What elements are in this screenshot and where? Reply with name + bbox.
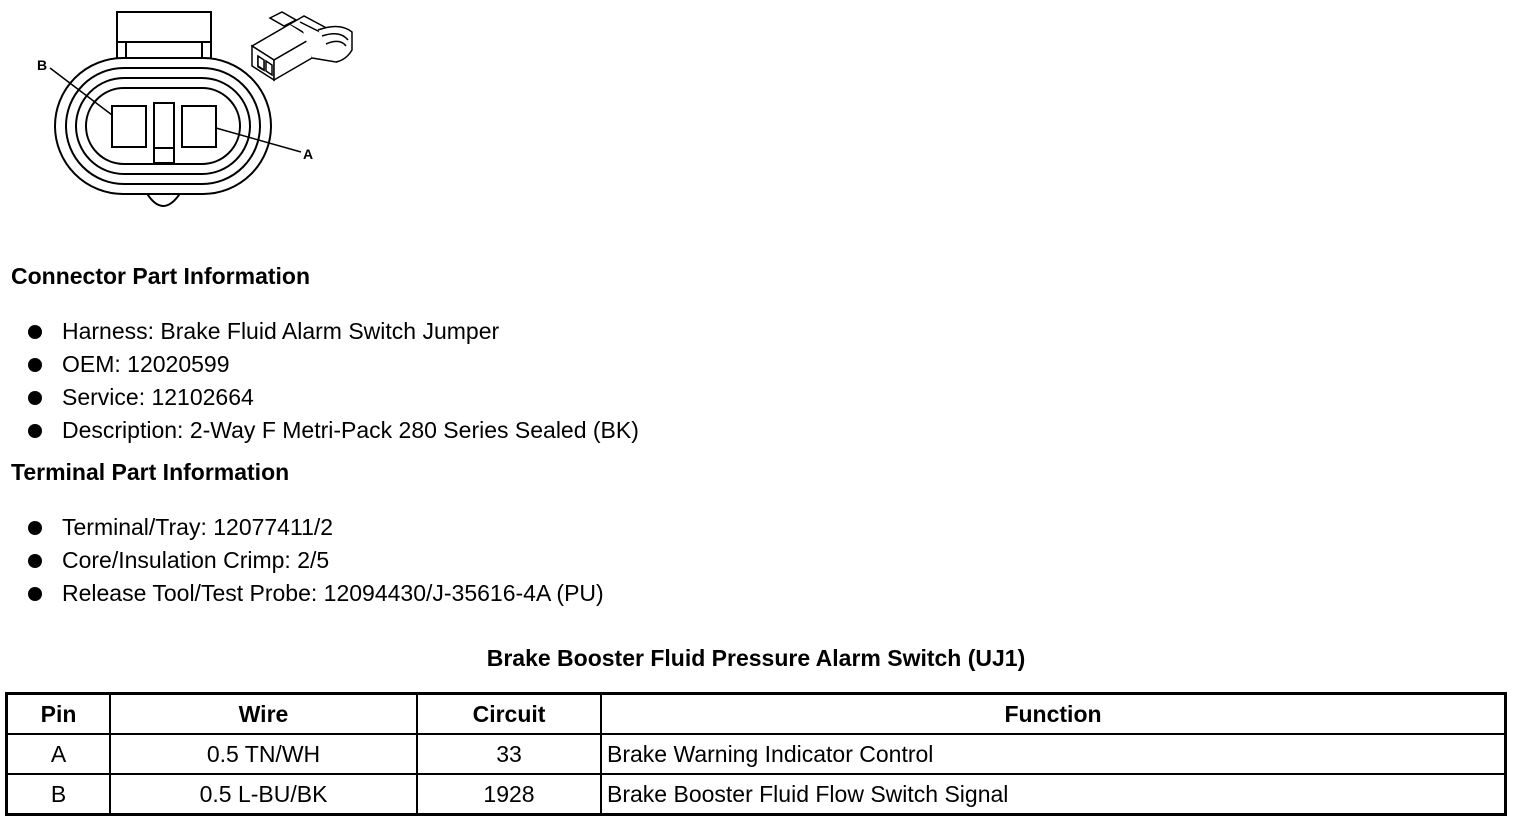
cell-wire: 0.5 TN/WH <box>110 734 417 774</box>
table-row <box>7 774 1506 815</box>
header-pin: Pin <box>7 694 111 735</box>
connector-section-title: Connector Part Information <box>11 263 311 289</box>
terminal-section-title: Terminal Part Information <box>11 459 290 485</box>
list-item: Core/Insulation Crimp: 2/5 <box>28 544 604 577</box>
bullet-icon <box>28 358 42 372</box>
header-wire: Wire <box>110 694 417 735</box>
list-item: Description: 2-Way F Metri-Pack 280 Series Sealed (BK) <box>28 414 639 447</box>
list-item: OEM: 12020599 <box>28 348 639 381</box>
bullet-icon <box>28 587 42 601</box>
bullet-icon <box>28 391 42 405</box>
header-circuit: Circuit <box>417 694 601 735</box>
connector-iso-icon <box>252 12 352 80</box>
cell-pin: B <box>7 774 111 815</box>
table-caption: Brake Booster Fluid Pressure Alarm Switch (UJ1) <box>486 645 1026 671</box>
pin-b-callout: B <box>37 57 48 73</box>
header-function: Function <box>601 694 1506 735</box>
pin-a-callout: A <box>303 146 314 162</box>
terminal-info-list <box>28 511 604 610</box>
cell-pin: A <box>7 734 111 774</box>
table-row <box>7 734 1506 774</box>
bullet-icon <box>28 325 42 339</box>
table-header-row <box>7 694 1506 735</box>
cell-circuit: 33 <box>417 734 601 774</box>
cell-circuit: 1928 <box>417 774 601 815</box>
connector-info-list <box>28 315 639 447</box>
pinout-table <box>5 692 1507 816</box>
bullet-icon <box>28 521 42 535</box>
bullet-icon <box>28 554 42 568</box>
bullet-icon <box>28 424 42 438</box>
connector-diagram <box>0 0 380 215</box>
list-item: Release Tool/Test Probe: 12094430/J-35616-4A (PU) <box>28 577 604 610</box>
connector-latch <box>117 12 211 64</box>
list-item: Terminal/Tray: 12077411/2 <box>28 511 604 544</box>
cell-function: Brake Booster Fluid Flow Switch Signal <box>601 774 1506 815</box>
list-item: Harness: Brake Fluid Alarm Switch Jumper <box>28 315 639 348</box>
cell-function: Brake Warning Indicator Control <box>601 734 1506 774</box>
cell-wire: 0.5 L-BU/BK <box>110 774 417 815</box>
list-item: Service: 12102664 <box>28 381 639 414</box>
